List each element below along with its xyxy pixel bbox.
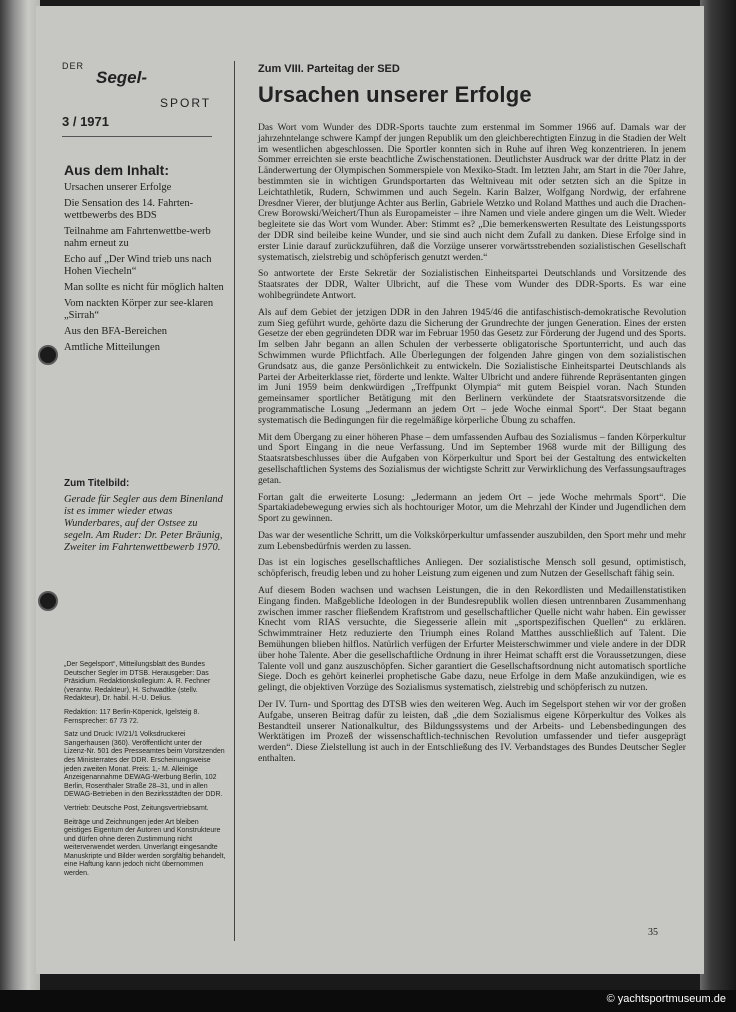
masthead-divider xyxy=(62,136,212,137)
article-paragraph: Fortan galt die erweiterte Losung: „Jedermann an jedem Ort – jede Woche mehrmals Sport“. Die Spartakiadebewegung erwies sich als hochtouriger Motor, um die Mehrzahl der Kinder und Jugendlichen dem Sport zu gewinnen. xyxy=(258,491,686,525)
article-paragraph: So antwortete der Erste Sekretär der Sozialistischen Einheitspartei Deutschlands und Vorsitzende des Staatsrates der DDR, Walter Ulbricht, auf die These vom Wunder des DDR-Sports. Es war eine wohlbegründete Antwort. xyxy=(258,268,686,301)
binder-left xyxy=(0,0,40,990)
imprint xyxy=(64,661,226,884)
cover-caption-text: Gerade für Segler aus dem Binenland ist es immer wieder etwas Wunderbares, auf der Ostsee zu segeln. Am Ruder: Dr. Peter Bräunig, Zweiter im Fahrtenwettbewerb 1970. xyxy=(64,494,223,553)
article-headline: Ursachen unserer Erfolge xyxy=(258,82,532,107)
masthead-segel: Segel- xyxy=(96,68,148,87)
toc-item: Ursachen unserer Erfolge xyxy=(64,182,172,193)
watermark: © yachtsportmuseum.de xyxy=(606,993,726,1005)
toc-item: Amtliche Mitteilungen xyxy=(64,342,160,353)
imprint-paragraph: „Der Segelsport“, Mitteilungsblatt des Bundes Deutscher Segler im DTSB. Herausgeber: Das Präsidium. Redaktionskollegium: A. R. Fechner (verantw. Redakteur), H. Schwadtke (stellv. Redakteur), Dr. habil. H.-U. Delius. xyxy=(64,661,211,703)
toc-item: Echo auf „Der Wind trieb uns nach Hohen Viecheln“ xyxy=(64,254,212,277)
article-paragraph: Das ist ein logisches gesellschaftliches Anliegen. Der sozialistische Mensch soll gesund, optimistisch, schöpferisch, freudig leben und zu hoher Leistung zum eigenen und zum Nutzen der Gesellschaft fähig sein. xyxy=(258,557,686,580)
magazine-page xyxy=(36,6,704,974)
article-paragraph: Auf diesem Boden wachsen und wachsen Leistungen, die in den Rekordlisten und Medaillenstatistiken Eingang finden. Maßgebliche Ideologen in der Bundesrepublik wollen diesen untrennbaren Zusammenhang zwischen immer rascher fließendem Kraftstrom und gesellschaftlicher Quelle nicht wahr haben. Ein gewisser Knecht vom RIAS versuchte, die Siegesserie allein mit „sportspezifischen Quellen“ zu erklären. Schwimmtrainer Hetz reduzierte den Triumph eines Roland Matthes ausschließlich auf Talent. Die Bemühungen blieben hilflos. Natürlich verfügen der Erfurter Meisterschwimmer und viele andere in der DDR über hohe Talente. Aber die gesellschaftliche Ordnung in ihrer Heimat schafft erst die Voraussetzungen, diese Talente voll und ganz auszuschöpfen. Sicher garantiert die Gesellschaftsordnung nicht automatisch sportliche Siege. Doch es gehört keinerlei prophetische Gabe dazu, neue Erfolge in dem Maße anzukündigen, wie es gelingt, die objektiven Vorzüge des Sozialismus systematisch, zielstrebig und schöpferisch zu nutzen. xyxy=(258,585,686,694)
table-of-contents xyxy=(64,182,224,358)
article-paragraph: Das Wort vom Wunder des DDR-Sports tauchte zum erstenmal im Sommer 1966 auf. Damals war der jahrzehntelange schwere Kampf der jungen Republik um den gleichberechtigten Einzug in die Stadien der Welt im wesentlichen abgeschlossen. Die Sportler konnten sich in Ruhe auf ihren Weg konzentrieren. In jenem Sommer erreichten sie erste beachtliche Zwischenstationen. Deutlichster Ausdruck war der dritte Platz in der Länderwertung der Olympischen Sommerspiele von Mexiko-Stadt. Im letzten Jahr, am Start in die 70er Jahre, bestimmten sie in wichtigen Grundsportarten das Weltniveau mit oder setzten sich an die Spitze in Leichtathletik, Rudern, Schwimmen und auch Segeln. Karin Balzer, Wolfgang Nordwig, der erfahrene Dresdner Vierer, der blutjunge Achter aus Berlin, Gabriele Wetzko und Roland Matthes und auch die Drachen-Crew Borowski/Weichert/Thun als Europameister – ihre Namen und viele andere gingen um die Welt. Wieder begleitete sie das Wort vom Wunder. Aber: Stimmt es? „Die bemerkenswerten Resultate des Leistungssports der DDR sind beileibe keine Wunder, und sie sind auch nicht dem Zufall zu danken. Diese Erfolge sind in erster Linie darauf zurückzuführen, daß die Vorzüge unserer vorwärtsstrebenden sozialistischen Gesellschaft systematisch, zielstrebig und schöpferisch genutzt werden.“ xyxy=(258,122,686,263)
imprint-paragraph: Redaktion: 117 Berlin-Köpenick, Igelsteig 8. Fernsprecher: 67 73 72. xyxy=(64,708,200,725)
toc-item: Man sollte es nicht für möglich halten xyxy=(64,282,224,293)
masthead-der: DER xyxy=(62,61,85,71)
toc-item: Teilnahme am Fahrtenwettbe-werb nahm erneut zu xyxy=(64,226,211,249)
binder-right xyxy=(700,0,736,990)
column-divider xyxy=(234,61,235,941)
toc-title: Aus dem Inhalt: xyxy=(64,162,170,178)
page-number: 35 xyxy=(648,927,658,938)
article-paragraph: Mit dem Übergang zu einer höheren Phase – dem umfassenden Aufbau des Sozialismus – fanden Körperkultur und Sport Eingang in die neue Verfassung. Und im September 1968 wurde mit der Billigung des Staatsratsbeschlusses über die Aufgaben von Körperkultur und Sport bei der Gestaltung des entwickelten gesellschaftlichen Systems des Sozialismus der wichtigste Schritt zur Verwirklichung des Verfassungsauftrages getan. xyxy=(258,431,686,486)
article-kicker: Zum VIII. Parteitag der SED xyxy=(258,63,400,75)
issue-number: 3 / 1971 xyxy=(62,114,109,129)
imprint-paragraph: Vertrieb: Deutsche Post, Zeitungsvertriebsamt. xyxy=(64,804,209,812)
article-paragraph: Der IV. Turn- und Sporttag des DTSB wies den weiteren Weg. Auch im Segelsport stehen wir vor der großen Aufgabe, unseren Beitrag dafür zu leisten, daß „die dem Sozialismus eigene Körperkultur des Volkes als Bestandteil unserer Nationalkultur, des Bildungssystems und der Arbeits- und Lebensbedingungen des Werktätigen im Prozeß der wissenschaftlich-technischen Revolution umfassender und tiefer ausgeprägt werden“. Diese Zielstellung ist auch in der Entschließung des IV. Verbandstages des Bundes Deutscher Segler enthalten. xyxy=(258,699,686,765)
article-body xyxy=(258,123,686,771)
toc-item: Vom nackten Körper zur see-klaren „Sirrah“ xyxy=(64,298,214,321)
toc-item: Aus den BFA-Bereichen xyxy=(64,326,168,337)
masthead-sport: SPORT xyxy=(160,96,212,110)
article-paragraph: Als auf dem Gebiet der jetzigen DDR in den Jahren 1945/46 die antifaschistisch-demokratische Revolution zum Sieg geführt wurde, gehörte dazu die Sicherung der Grundrechte der jungen Generation. Eines der ersten Gesetze der eben gegründeten DDR war im Februar 1950 das Gesetz zur Förderung der Jugend und des Sports. Im selben Jahr begann an allen Schulen der verbesserte obligatorische Sportunterricht, und auch das Schwimmen wurde Pflichtfach. Alle Überlegungen der folgenden Jahre gingen von dem sozialistischen Grundsatz aus, die ganze Persönlichkeit zu entwickeln. Die Sozialistische Einheitspartei Deutschlands als Partei der Arbeiterklasse riet, förderte und lenkte. Walter Ulbricht und andere führende Repräsentanten gingen im Juni 1959 beim denkwürdigen „Treffpunkt Olympia“ mit gutem Beispiel voran. Nach Stunden gemeinsamer sportlicher Betätigung mit den Berlinern verkündete der Staatsratsvorsitzende die programmatische Losung „Jedermann an jedem Ort – jede Woche einmal Sport“. Der Staat begann systematisch die Bedingungen für die regelmäßige körperliche Übung zu schaffen. xyxy=(258,306,686,426)
article-paragraph: Das war der wesentliche Schritt, um die Volkskörperkultur umfassender auszubilden, den Sport mehr und mehr zum Lebensbedürfnis werden zu lassen. xyxy=(258,529,686,552)
binder-ring-icon xyxy=(38,591,58,611)
cover-caption-heading: Zum Titelbild: xyxy=(64,478,130,489)
toc-item: Die Sensation des 14. Fahrten-wettbewerbs des BDS xyxy=(64,198,194,221)
imprint-paragraph: Beiträge und Zeichnungen jeder Art bleiben geistiges Eigentum der Autoren und Konstrukteure und dürfen ohne deren Zustimmung nicht weiterverwendet werden. Unverlangt eingesandte Manuskripte und Bilder werden sorgfältig behandelt, eine Haftung kann jedoch nicht übernommen werden. xyxy=(64,818,226,878)
binder-ring-icon xyxy=(38,345,58,365)
imprint-paragraph: Satz und Druck: IV/21/1 Volksdruckerei Sangerhausen (360). Veröffentlicht unter der Lizenz-Nr. 501 des Presseamtes beim Vorsitzenden des Ministerrates der DDR. Erscheinungsweise jeden zweiten Monat. Preis: 1,- M. Alleinige Anzeigenannahme DEWAG-Werbung Berlin, 102 Berlin, Rosenthaler Straße 28–31, und in allen DEWAG-Betrieben in den Bezirksstädten der DDR. xyxy=(64,731,225,799)
